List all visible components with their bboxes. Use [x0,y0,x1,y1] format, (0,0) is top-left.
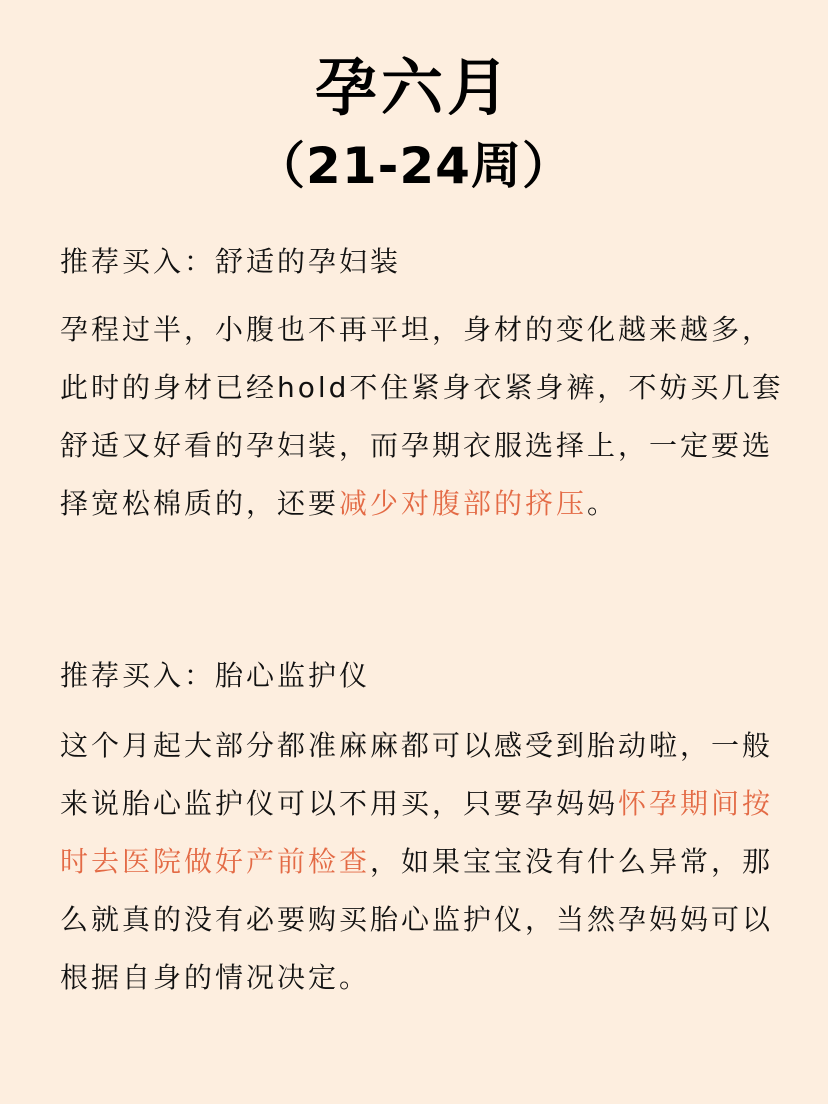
paragraph-line [60,301,774,359]
page-title: 孕六月 [314,51,513,124]
text-segment: 这个月起大部分都准麻麻都可以感受到胎动啦，一般 [60,729,774,762]
paragraph-line [60,475,770,533]
section-heading-maternity-wear: 推荐买入：舒适的孕妇装 [60,245,402,278]
text-segment: 根据自身的情况决定。 [60,961,371,994]
page-subtitle: （21-24周） [255,137,573,195]
paragraph-line [60,775,774,833]
highlight-text: 时去医院做好产前检查 [60,845,371,878]
text-segment: ，如果宝宝没有什么异常，那 [370,845,774,878]
text-segment: 来说胎心监护仪可以不用买，只要孕妈妈 [60,787,619,820]
paragraph-line [60,417,774,475]
text-segment: 此时的身材已经hold不住紧身衣紧身裤，不妨买几套 [60,371,784,404]
text-segment: 舒适又好看的孕妇装，而孕期衣服选择上，一定要选 [60,429,774,462]
paragraph-line [60,891,774,949]
text-segment: 么就真的没有必要购买胎心监护仪，当然孕妈妈可以 [60,903,774,936]
highlight-text: 怀孕期间按 [618,787,774,820]
paragraph-line [60,717,774,775]
text-segment: 。 [587,487,619,520]
text-segment: 孕程过半，小腹也不再平坦，身材的变化越来越多， [60,313,774,346]
paragraph-line [60,833,774,891]
paragraph-line [60,949,770,1007]
highlight-text: 减少对腹部的挤压 [339,487,588,520]
section-paragraph-maternity-wear [60,301,784,533]
paragraph-line [60,359,784,417]
section-paragraph-fetal-monitor [60,717,774,1007]
text-segment: 择宽松棉质的，还要 [60,487,340,520]
section-heading-fetal-monitor: 推荐买入：胎心监护仪 [60,659,371,692]
